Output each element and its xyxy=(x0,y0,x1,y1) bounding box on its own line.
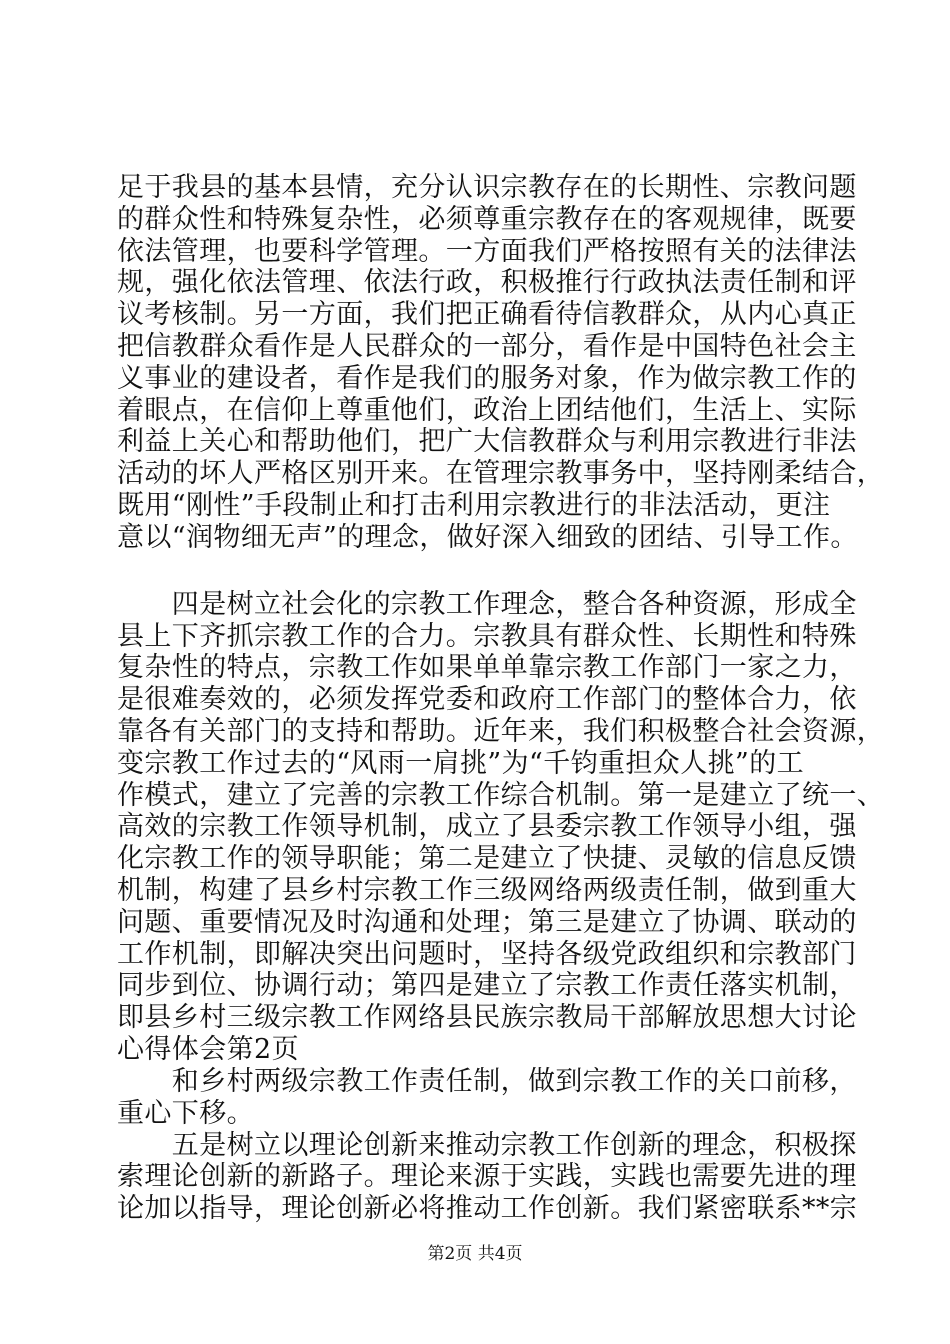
text-line: 同步到位、协调行动；第四是建立了宗教工作责任落实机制， xyxy=(117,970,857,1001)
text-line: 着眼点，在信仰上尊重他们，政治上团结他们，生活上、实际 xyxy=(117,395,857,426)
text-line: 复杂性的特点，宗教工作如果单单靠宗教工作部门一家之力， xyxy=(117,652,857,683)
text-line: 足于我县的基本县情，充分认识宗教存在的长期性、宗教问题 xyxy=(117,172,857,203)
text-line: 和乡村两级宗教工作责任制，做到宗教工作的关口前移， xyxy=(117,1066,857,1097)
text-line: 既用“刚性”手段制止和打击利用宗教进行的非法活动，更注 xyxy=(117,490,831,521)
text-line: 规，强化依法管理、依法行政，积极推行行政执法责任制和评 xyxy=(117,267,857,298)
text-line: 重心下移。 xyxy=(117,1098,254,1129)
text-line: 化宗教工作的领导职能；第二是建立了快捷、灵敏的信息反馈 xyxy=(117,843,857,874)
text-line: 高效的宗教工作领导机制，成立了县委宗教工作领导小组，强 xyxy=(117,811,857,842)
text-line: 论加以指导，理论创新必将推动工作创新。我们紧密联系**宗 xyxy=(117,1193,858,1224)
text-line: 活动的坏人严格区别开来。在管理宗教事务中，坚持刚柔结合， xyxy=(117,458,885,489)
text-line: 变宗教工作过去的“风雨一肩挑”为“千钧重担众人挑”的工 xyxy=(117,748,805,779)
text-line: 四是树立社会化的宗教工作理念，整合各种资源，形成全 xyxy=(117,589,857,620)
text-line: 是很难奏效的，必须发挥党委和政府工作部门的整体合力，依 xyxy=(117,684,857,715)
text-line: 作模式，建立了完善的宗教工作综合机制。第一是建立了统一、 xyxy=(117,780,885,811)
text-line: 心得体会第2页 xyxy=(117,1034,299,1065)
page-footer: 第2页 共4页 xyxy=(427,1244,523,1264)
text-line: 工作机制，即解决突出问题时，坚持各级党政组织和宗教部门 xyxy=(117,939,857,970)
text-line: 县上下齐抓宗教工作的合力。宗教具有群众性、长期性和特殊 xyxy=(117,621,857,652)
text-line: 的群众性和特殊复杂性，必须尊重宗教存在的客观规律，既要 xyxy=(117,204,857,235)
text-line: 靠各有关部门的支持和帮助。近年来，我们积极整合社会资源， xyxy=(117,716,885,747)
text-line: 索理论创新的新路子。理论来源于实践，实践也需要先进的理 xyxy=(117,1161,857,1192)
text-line: 问题、重要情况及时沟通和处理；第三是建立了协调、联动的 xyxy=(117,907,857,938)
text-line: 利益上关心和帮助他们，把广大信教群众与利用宗教进行非法 xyxy=(117,426,857,457)
text-line: 机制，构建了县乡村宗教工作三级网络两级责任制，做到重大 xyxy=(117,875,857,906)
text-line: 意以“润物细无声”的理念，做好深入细致的团结、引导工作。 xyxy=(117,522,858,553)
text-line: 即县乡村三级宗教工作网络县民族宗教局干部解放思想大讨论 xyxy=(117,1002,857,1033)
text-line: 依法管理，也要科学管理。一方面我们严格按照有关的法律法 xyxy=(117,236,857,267)
text-line: 五是树立以理论创新来推动宗教工作创新的理念，积极探 xyxy=(117,1130,857,1161)
text-line: 把信教群众看作是人民群众的一部分，看作是中国特色社会主 xyxy=(117,331,857,362)
text-line: 义事业的建设者，看作是我们的服务对象，作为做宗教工作的 xyxy=(117,363,857,394)
text-line: 议考核制。另一方面，我们把正确看待信教群众，从内心真正 xyxy=(117,299,857,330)
